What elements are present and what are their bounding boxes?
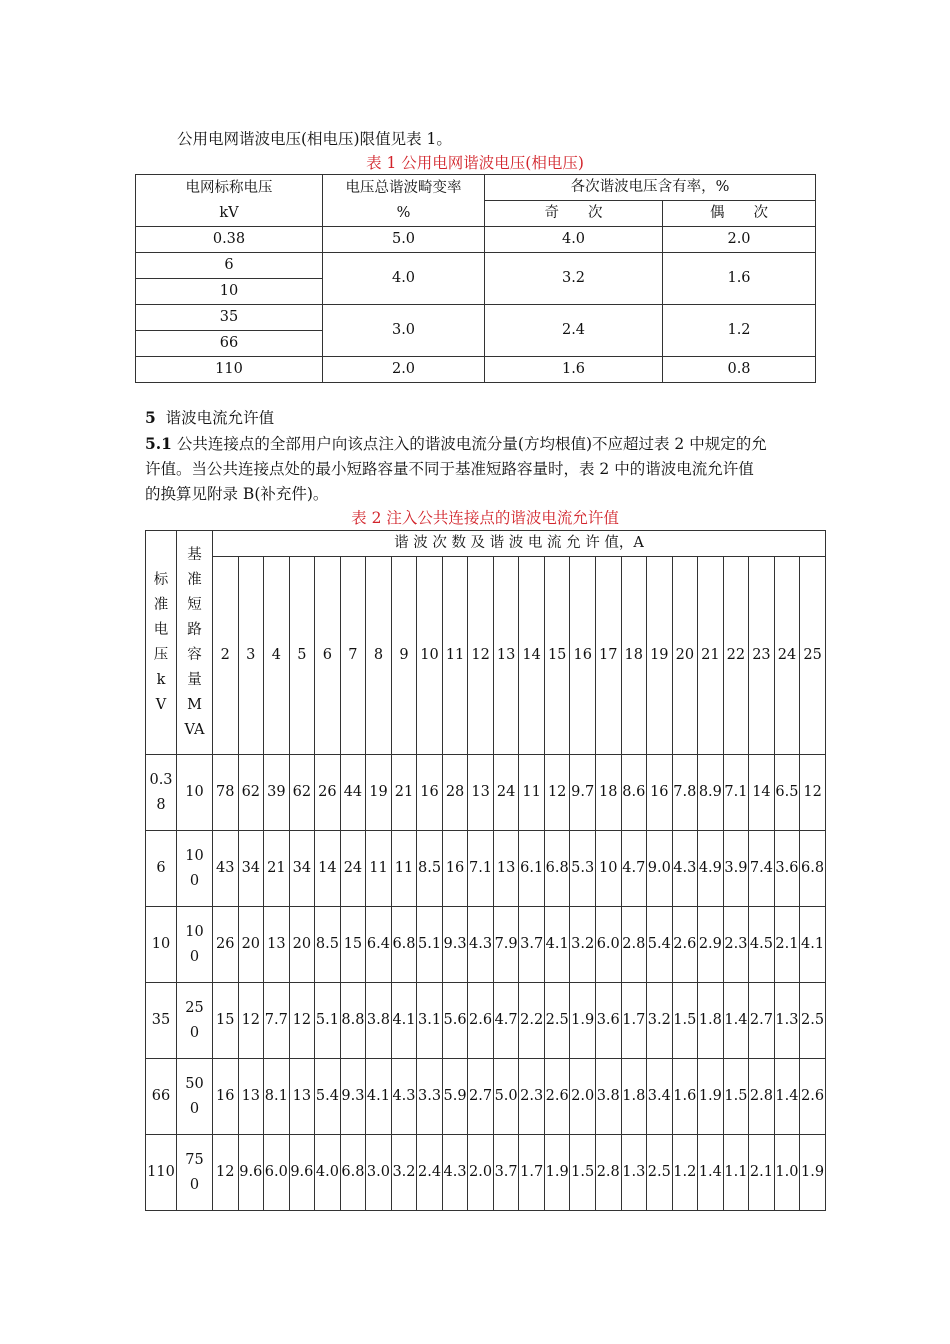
t2-order-header: 13 (493, 557, 519, 755)
t1-cell: 4.0 (485, 227, 663, 253)
t2-order-header: 20 (672, 557, 698, 755)
t2-order-header: 2 (213, 557, 239, 755)
t2-order-header: 10 (417, 557, 443, 755)
t1-cell: 1.2 (663, 305, 816, 357)
t2-value-cell: 4.3 (391, 1059, 417, 1135)
t2-value-cell: 1.3 (774, 983, 800, 1059)
t2-value-cell: 3.8 (595, 1059, 621, 1135)
t2-value-cell: 3.3 (417, 1059, 443, 1135)
t2-value-cell: 13 (289, 1059, 315, 1135)
t2-value-cell: 5.0 (493, 1059, 519, 1135)
t2-value-cell: 1.7 (621, 983, 647, 1059)
t2-value-cell: 3.8 (366, 983, 392, 1059)
t2-value-cell: 8.9 (698, 755, 724, 831)
t2-value-cell: 6.5 (774, 755, 800, 831)
table2-caption: 表 2 注入公共连接点的谐波电流允许值 (351, 509, 619, 527)
t2-capacity-cell: 500 (177, 1059, 213, 1135)
t2-value-cell: 16 (647, 755, 673, 831)
t1-cell: 6 (136, 253, 323, 279)
paragraph-5-1-line2: 许值。当公共连接点处的最小短路容量不同于基准短路容量时，表 2 中的谐波电流允许值 (145, 460, 754, 478)
t2-voltage-cell: 0.38 (146, 755, 177, 831)
t2-header-capacity: 基准短路容量MVA (177, 531, 213, 755)
t1-cell: 3.2 (485, 253, 663, 305)
table2 (145, 530, 826, 1211)
t2-order-header: 11 (442, 557, 468, 755)
t2-value-cell: 20 (238, 907, 264, 983)
t2-value-cell: 2.5 (800, 983, 826, 1059)
t2-value-cell: 1.3 (621, 1135, 647, 1211)
t2-order-header: 15 (544, 557, 570, 755)
t2-value-cell: 7.7 (264, 983, 290, 1059)
t2-value-cell: 8.8 (340, 983, 366, 1059)
t2-value-cell: 3.6 (595, 983, 621, 1059)
t2-value-cell: 6.0 (264, 1135, 290, 1211)
t1-header-content: 各次谐波电压含有率，% (485, 175, 816, 201)
t2-value-cell: 6.1 (519, 831, 545, 907)
t2-value-cell: 12 (238, 983, 264, 1059)
t2-value-cell: 43 (213, 831, 239, 907)
t2-value-cell: 3.7 (493, 1135, 519, 1211)
t2-value-cell: 1.8 (621, 1059, 647, 1135)
t2-value-cell: 2.4 (417, 1135, 443, 1211)
t2-value-cell: 11 (391, 831, 417, 907)
t2-value-cell: 1.6 (672, 1059, 698, 1135)
t2-value-cell: 4.1 (544, 907, 570, 983)
t2-value-cell: 5.6 (442, 983, 468, 1059)
t2-value-cell: 14 (315, 831, 341, 907)
t2-value-cell: 3.0 (366, 1135, 392, 1211)
t2-value-cell: 1.9 (800, 1135, 826, 1211)
t2-value-cell: 62 (238, 755, 264, 831)
t2-order-header: 16 (570, 557, 596, 755)
t2-value-cell: 2.1 (774, 907, 800, 983)
t2-value-cell: 10 (595, 831, 621, 907)
t2-value-cell: 4.0 (315, 1135, 341, 1211)
t2-value-cell: 18 (595, 755, 621, 831)
t2-voltage-cell: 110 (146, 1135, 177, 1211)
t1-header-thd: 电压总谐波畸变率 % (323, 175, 485, 227)
t2-value-cell: 7.1 (723, 755, 749, 831)
t2-value-cell: 4.3 (442, 1135, 468, 1211)
t2-value-cell: 1.9 (544, 1135, 570, 1211)
t2-header-voltage: 标准电压kV (146, 531, 177, 755)
t2-value-cell: 12 (213, 1135, 239, 1211)
t2-capacity-cell: 100 (177, 831, 213, 907)
t2-header-group: 谐 波 次 数 及 谐 波 电 流 允 许 值，A (213, 531, 826, 557)
t2-value-cell: 1.4 (723, 983, 749, 1059)
t2-value-cell: 78 (213, 755, 239, 831)
t2-value-cell: 6.8 (800, 831, 826, 907)
t2-value-cell: 16 (213, 1059, 239, 1135)
t2-value-cell: 9.6 (289, 1135, 315, 1211)
t2-capacity-cell: 250 (177, 983, 213, 1059)
t2-value-cell: 7.4 (749, 831, 775, 907)
t1-header-odd: 奇 次 (485, 201, 663, 227)
t2-order-header: 5 (289, 557, 315, 755)
t2-value-cell: 2.5 (647, 1135, 673, 1211)
t2-value-cell: 9.7 (570, 755, 596, 831)
t2-value-cell: 1.4 (698, 1135, 724, 1211)
t2-value-cell: 2.3 (519, 1059, 545, 1135)
t2-value-cell: 4.1 (800, 907, 826, 983)
t2-value-cell: 1.7 (519, 1135, 545, 1211)
t2-value-cell: 1.1 (723, 1135, 749, 1211)
t2-capacity-cell: 10 (177, 755, 213, 831)
t2-value-cell: 7.8 (672, 755, 698, 831)
table-row (146, 831, 826, 907)
t2-value-cell: 12 (800, 755, 826, 831)
t2-order-header: 4 (264, 557, 290, 755)
table1-caption: 表 1 公用电网谐波电压(相电压) (366, 154, 584, 172)
t2-value-cell: 1.2 (672, 1135, 698, 1211)
t2-value-cell: 3.7 (519, 907, 545, 983)
t2-value-cell: 8.1 (264, 1059, 290, 1135)
t2-value-cell: 19 (366, 755, 392, 831)
t2-value-cell: 2.8 (621, 907, 647, 983)
t2-value-cell: 5.4 (647, 907, 673, 983)
t1-cell: 35 (136, 305, 323, 331)
t1-cell: 10 (136, 279, 323, 305)
t2-value-cell: 2.1 (749, 1135, 775, 1211)
t2-value-cell: 15 (340, 907, 366, 983)
t1-cell: 0.38 (136, 227, 323, 253)
t2-order-header: 21 (698, 557, 724, 755)
t2-value-cell: 34 (238, 831, 264, 907)
t1-cell: 3.0 (323, 305, 485, 357)
t2-value-cell: 4.3 (468, 907, 494, 983)
t2-value-cell: 11 (519, 755, 545, 831)
t2-value-cell: 3.4 (647, 1059, 673, 1135)
t2-order-header: 24 (774, 557, 800, 755)
t2-value-cell: 2.6 (800, 1059, 826, 1135)
t2-order-header: 17 (595, 557, 621, 755)
t2-value-cell: 20 (289, 907, 315, 983)
t2-value-cell: 8.5 (417, 831, 443, 907)
t2-value-cell: 2.0 (468, 1135, 494, 1211)
t2-value-cell: 2.7 (749, 983, 775, 1059)
t2-value-cell: 39 (264, 755, 290, 831)
t2-value-cell: 4.1 (366, 1059, 392, 1135)
t2-order-header: 9 (391, 557, 417, 755)
t2-value-cell: 4.3 (672, 831, 698, 907)
t1-cell: 2.0 (323, 357, 485, 383)
t2-value-cell: 6.8 (544, 831, 570, 907)
t2-value-cell: 21 (264, 831, 290, 907)
t2-value-cell: 2.6 (544, 1059, 570, 1135)
section-5-heading: 5 谐波电流允许值 (145, 408, 275, 427)
t2-value-cell: 6.8 (340, 1135, 366, 1211)
table1 (135, 174, 816, 383)
t2-voltage-cell: 10 (146, 907, 177, 983)
t1-header-even: 偶 次 (663, 201, 816, 227)
t2-value-cell: 34 (289, 831, 315, 907)
t2-value-cell: 2.5 (544, 983, 570, 1059)
t2-value-cell: 1.5 (672, 983, 698, 1059)
t2-order-header: 18 (621, 557, 647, 755)
t2-value-cell: 2.3 (723, 907, 749, 983)
t2-value-cell: 6.0 (595, 907, 621, 983)
t2-value-cell: 3.2 (647, 983, 673, 1059)
t1-cell: 1.6 (663, 253, 816, 305)
t1-header-voltage: 电网标称电压 kV (136, 175, 323, 227)
t1-cell: 0.8 (663, 357, 816, 383)
t2-value-cell: 4.7 (621, 831, 647, 907)
t2-value-cell: 8.5 (315, 907, 341, 983)
t2-order-header: 25 (800, 557, 826, 755)
t2-value-cell: 5.4 (315, 1059, 341, 1135)
t2-value-cell: 2.8 (595, 1135, 621, 1211)
t2-value-cell: 14 (749, 755, 775, 831)
t2-value-cell: 1.5 (570, 1135, 596, 1211)
t1-cell: 2.4 (485, 305, 663, 357)
t2-value-cell: 1.5 (723, 1059, 749, 1135)
t2-order-header: 19 (647, 557, 673, 755)
t2-voltage-cell: 35 (146, 983, 177, 1059)
t2-order-header: 8 (366, 557, 392, 755)
paragraph-5-1-line1: 5.1 公共连接点的全部用户向该点注入的谐波电流分量(方均根值)不应超过表 2 中规定的允 (145, 434, 767, 453)
t1-cell: 66 (136, 331, 323, 357)
t2-value-cell: 6.4 (366, 907, 392, 983)
t2-value-cell: 13 (468, 755, 494, 831)
t2-value-cell: 26 (213, 907, 239, 983)
t2-value-cell: 4.9 (698, 831, 724, 907)
t2-value-cell: 3.6 (774, 831, 800, 907)
t2-value-cell: 1.9 (570, 983, 596, 1059)
t2-value-cell: 3.2 (570, 907, 596, 983)
t2-value-cell: 12 (544, 755, 570, 831)
t1-cell: 110 (136, 357, 323, 383)
t1-cell: 2.0 (663, 227, 816, 253)
t2-value-cell: 12 (289, 983, 315, 1059)
t2-value-cell: 5.3 (570, 831, 596, 907)
table-row (146, 983, 826, 1059)
t2-value-cell: 4.7 (493, 983, 519, 1059)
intro-text: 公用电网谐波电压(相电压)限值见表 1。 (177, 130, 452, 148)
table-row (146, 755, 826, 831)
table-row (146, 907, 826, 983)
t2-capacity-cell: 100 (177, 907, 213, 983)
t2-value-cell: 16 (417, 755, 443, 831)
t2-order-header: 12 (468, 557, 494, 755)
t2-value-cell: 2.8 (749, 1059, 775, 1135)
t2-value-cell: 1.4 (774, 1059, 800, 1135)
t2-value-cell: 13 (264, 907, 290, 983)
t2-value-cell: 7.9 (493, 907, 519, 983)
t2-value-cell: 1.0 (774, 1135, 800, 1211)
paragraph-5-1-line3: 的换算见附录 B(补充件)。 (145, 485, 329, 503)
t2-value-cell: 4.1 (391, 983, 417, 1059)
t2-value-cell: 21 (391, 755, 417, 831)
t2-order-header: 22 (723, 557, 749, 755)
table-row (146, 1059, 826, 1135)
t2-value-cell: 2.6 (468, 983, 494, 1059)
t2-value-cell: 26 (315, 755, 341, 831)
t2-value-cell: 24 (493, 755, 519, 831)
t2-voltage-cell: 6 (146, 831, 177, 907)
t2-value-cell: 5.9 (442, 1059, 468, 1135)
t2-value-cell: 8.6 (621, 755, 647, 831)
t2-value-cell: 2.6 (672, 907, 698, 983)
t2-value-cell: 4.5 (749, 907, 775, 983)
t2-order-header: 6 (315, 557, 341, 755)
t2-order-header: 23 (749, 557, 775, 755)
t1-cell: 5.0 (323, 227, 485, 253)
t2-value-cell: 3.9 (723, 831, 749, 907)
t2-value-cell: 5.1 (315, 983, 341, 1059)
t2-value-cell: 1.8 (698, 983, 724, 1059)
t2-voltage-cell: 66 (146, 1059, 177, 1135)
t2-value-cell: 3.2 (391, 1135, 417, 1211)
t2-value-cell: 2.7 (468, 1059, 494, 1135)
t2-value-cell: 1.9 (698, 1059, 724, 1135)
t2-value-cell: 11 (366, 831, 392, 907)
t2-value-cell: 15 (213, 983, 239, 1059)
t2-value-cell: 6.8 (391, 907, 417, 983)
t2-value-cell: 2.2 (519, 983, 545, 1059)
t2-value-cell: 28 (442, 755, 468, 831)
t2-value-cell: 2.0 (570, 1059, 596, 1135)
t2-value-cell: 16 (442, 831, 468, 907)
t1-cell: 4.0 (323, 253, 485, 305)
t2-order-header: 14 (519, 557, 545, 755)
table-row (146, 1135, 826, 1211)
t2-value-cell: 13 (238, 1059, 264, 1135)
t2-value-cell: 62 (289, 755, 315, 831)
t2-value-cell: 13 (493, 831, 519, 907)
t2-value-cell: 7.1 (468, 831, 494, 907)
t2-order-header: 3 (238, 557, 264, 755)
t2-capacity-cell: 750 (177, 1135, 213, 1211)
t2-value-cell: 9.3 (442, 907, 468, 983)
t2-value-cell: 44 (340, 755, 366, 831)
t2-value-cell: 9.0 (647, 831, 673, 907)
t1-cell: 1.6 (485, 357, 663, 383)
t2-order-header: 7 (340, 557, 366, 755)
t2-value-cell: 9.3 (340, 1059, 366, 1135)
t2-value-cell: 3.1 (417, 983, 443, 1059)
t2-value-cell: 9.6 (238, 1135, 264, 1211)
t2-value-cell: 5.1 (417, 907, 443, 983)
t2-value-cell: 24 (340, 831, 366, 907)
t2-value-cell: 2.9 (698, 907, 724, 983)
